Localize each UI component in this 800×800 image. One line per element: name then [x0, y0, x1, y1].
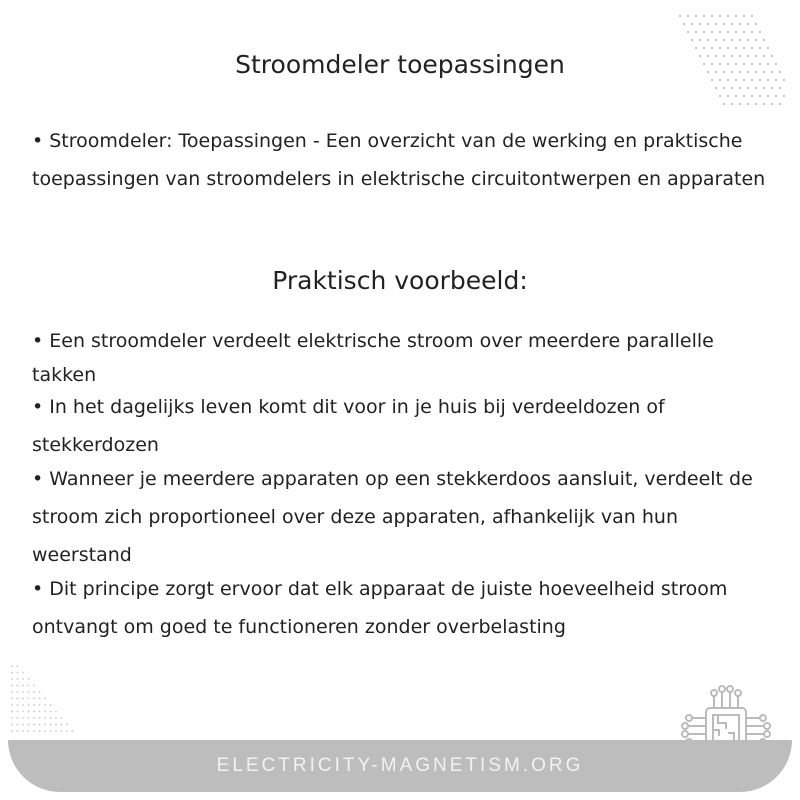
dot	[44, 704, 46, 706]
dot	[735, 15, 737, 17]
dot	[747, 87, 749, 89]
dot	[11, 717, 13, 719]
bullet-list	[32, 324, 772, 642]
dot	[687, 15, 689, 17]
dot	[751, 95, 753, 97]
dot	[739, 87, 741, 89]
dot	[719, 47, 721, 49]
dot	[44, 730, 46, 732]
dot	[763, 103, 765, 105]
dot	[743, 31, 745, 33]
dot	[33, 724, 35, 726]
dot	[683, 23, 685, 25]
dot	[727, 95, 729, 97]
dot	[11, 665, 13, 667]
dot	[28, 691, 30, 693]
dot	[747, 39, 749, 41]
dot	[17, 724, 19, 726]
dot	[715, 39, 717, 41]
dot	[739, 39, 741, 41]
dot	[763, 87, 765, 89]
dot	[28, 678, 30, 680]
dot	[687, 31, 689, 33]
dot	[11, 704, 13, 706]
dot	[759, 47, 761, 49]
dot	[743, 95, 745, 97]
dot	[22, 672, 24, 674]
dot	[66, 724, 68, 726]
dot	[751, 15, 753, 17]
dot	[719, 15, 721, 17]
dot	[39, 711, 41, 713]
dot	[50, 704, 52, 706]
dot	[723, 23, 725, 25]
dot	[691, 39, 693, 41]
dot	[783, 95, 785, 97]
list-item: • Een stroomdeler verdeelt elektrische stroom over meerdere parallelle takken	[32, 330, 714, 386]
intro-text: • Stroomdeler: Toepassingen - Een overzicht van de werking en praktische toepassingen van stroomdelers in elektrische circuitontwerpen en apparaten	[32, 130, 766, 190]
dot	[11, 685, 13, 687]
dot	[743, 15, 745, 17]
dot	[39, 698, 41, 700]
dot	[22, 685, 24, 687]
dot	[28, 724, 30, 726]
slide-card	[8, 8, 792, 792]
dot	[751, 47, 753, 49]
dot	[719, 31, 721, 33]
dot	[17, 730, 19, 732]
dot	[727, 31, 729, 33]
dot	[735, 79, 737, 81]
dot	[751, 79, 753, 81]
dot	[11, 672, 13, 674]
dot	[715, 87, 717, 89]
dot	[691, 23, 693, 25]
dot	[779, 87, 781, 89]
dot	[763, 39, 765, 41]
list-item: • Wanneer je meerdere apparaten op een stekkerdoos aansluit, verdeelt de stroom zich proportioneel over deze apparaten, afhankelijk van hun weerstand	[32, 468, 753, 566]
dot	[22, 711, 24, 713]
dot	[22, 730, 24, 732]
dot	[61, 717, 63, 719]
dot	[11, 678, 13, 680]
footer-site-name: ELECTRICITY-MAGNETISM.ORG	[216, 755, 584, 776]
dot	[39, 691, 41, 693]
dot	[739, 23, 741, 25]
dot	[715, 23, 717, 25]
dot	[44, 711, 46, 713]
dot	[731, 87, 733, 89]
dot	[11, 698, 13, 700]
dot	[39, 717, 41, 719]
dot	[735, 47, 737, 49]
dot	[743, 47, 745, 49]
dot	[711, 47, 713, 49]
dot	[55, 717, 57, 719]
footer-bar	[8, 740, 792, 792]
dot	[775, 79, 777, 81]
dot	[11, 691, 13, 693]
dot	[11, 730, 13, 732]
dot	[771, 87, 773, 89]
dot	[719, 79, 721, 81]
dot	[703, 15, 705, 17]
dot	[759, 31, 761, 33]
dot	[61, 730, 63, 732]
dot	[783, 79, 785, 81]
dot	[22, 724, 24, 726]
dot	[735, 31, 737, 33]
dot	[17, 711, 19, 713]
dot	[695, 31, 697, 33]
dot	[50, 711, 52, 713]
dot	[28, 717, 30, 719]
dot	[22, 698, 24, 700]
dot	[33, 704, 35, 706]
dot	[55, 724, 57, 726]
dot	[707, 39, 709, 41]
dot	[727, 15, 729, 17]
dot	[17, 698, 19, 700]
dot	[779, 103, 781, 105]
dot	[22, 678, 24, 680]
dot	[695, 15, 697, 17]
section-heading: Praktisch voorbeeld:	[272, 266, 528, 295]
dot	[747, 103, 749, 105]
dot	[759, 79, 761, 81]
page-title: Stroomdeler toepassingen	[235, 50, 565, 79]
dot	[55, 711, 57, 713]
dot	[11, 724, 13, 726]
dot	[33, 698, 35, 700]
dot	[695, 47, 697, 49]
dot	[751, 31, 753, 33]
dot	[711, 15, 713, 17]
dot	[731, 39, 733, 41]
dot	[743, 79, 745, 81]
dot	[72, 730, 74, 732]
dot	[44, 717, 46, 719]
dot	[17, 672, 19, 674]
dot	[61, 724, 63, 726]
dot	[711, 79, 713, 81]
dot	[44, 724, 46, 726]
dot	[50, 724, 52, 726]
dot	[17, 704, 19, 706]
list-item: • In het dagelijks leven komt dit voor in je huis bij verdeeldozen of stekkerdozen	[32, 396, 665, 456]
dot	[771, 103, 773, 105]
dot	[22, 717, 24, 719]
dot	[739, 103, 741, 105]
dot	[747, 23, 749, 25]
dot	[719, 95, 721, 97]
dot	[699, 39, 701, 41]
dot	[17, 685, 19, 687]
dot	[28, 698, 30, 700]
dot	[707, 23, 709, 25]
dot	[755, 87, 757, 89]
dot	[679, 15, 681, 17]
dot	[767, 95, 769, 97]
dot	[727, 47, 729, 49]
dot	[33, 717, 35, 719]
dot	[33, 691, 35, 693]
dot	[767, 47, 769, 49]
dot	[775, 95, 777, 97]
dot	[723, 87, 725, 89]
dot	[759, 95, 761, 97]
dot	[755, 39, 757, 41]
dot	[767, 79, 769, 81]
dot-pattern-bottom-left	[8, 658, 98, 738]
dot	[44, 698, 46, 700]
dot	[17, 665, 19, 667]
dot	[39, 730, 41, 732]
dot	[703, 31, 705, 33]
dot	[17, 717, 19, 719]
dot	[22, 704, 24, 706]
dot	[50, 717, 52, 719]
dot	[11, 711, 13, 713]
dot	[55, 730, 57, 732]
dot	[755, 23, 757, 25]
dot	[735, 95, 737, 97]
dot	[28, 685, 30, 687]
dot	[28, 704, 30, 706]
dot	[699, 23, 701, 25]
dot	[22, 691, 24, 693]
dot	[727, 79, 729, 81]
dot	[33, 730, 35, 732]
dot	[28, 730, 30, 732]
dot	[33, 711, 35, 713]
dot	[723, 103, 725, 105]
dot	[703, 47, 705, 49]
dot	[731, 23, 733, 25]
dot	[50, 730, 52, 732]
dot	[17, 678, 19, 680]
dot	[755, 103, 757, 105]
dot	[17, 691, 19, 693]
list-item: • Dit principe zorgt ervoor dat elk apparaat de juiste hoeveelheid stroom ontvangt om goed te functioneren zonder overbelasting	[32, 578, 728, 638]
dot	[33, 685, 35, 687]
dot	[39, 724, 41, 726]
dot	[39, 704, 41, 706]
dot	[711, 31, 713, 33]
dot	[731, 103, 733, 105]
dot	[66, 730, 68, 732]
dot	[723, 39, 725, 41]
dot	[28, 711, 30, 713]
